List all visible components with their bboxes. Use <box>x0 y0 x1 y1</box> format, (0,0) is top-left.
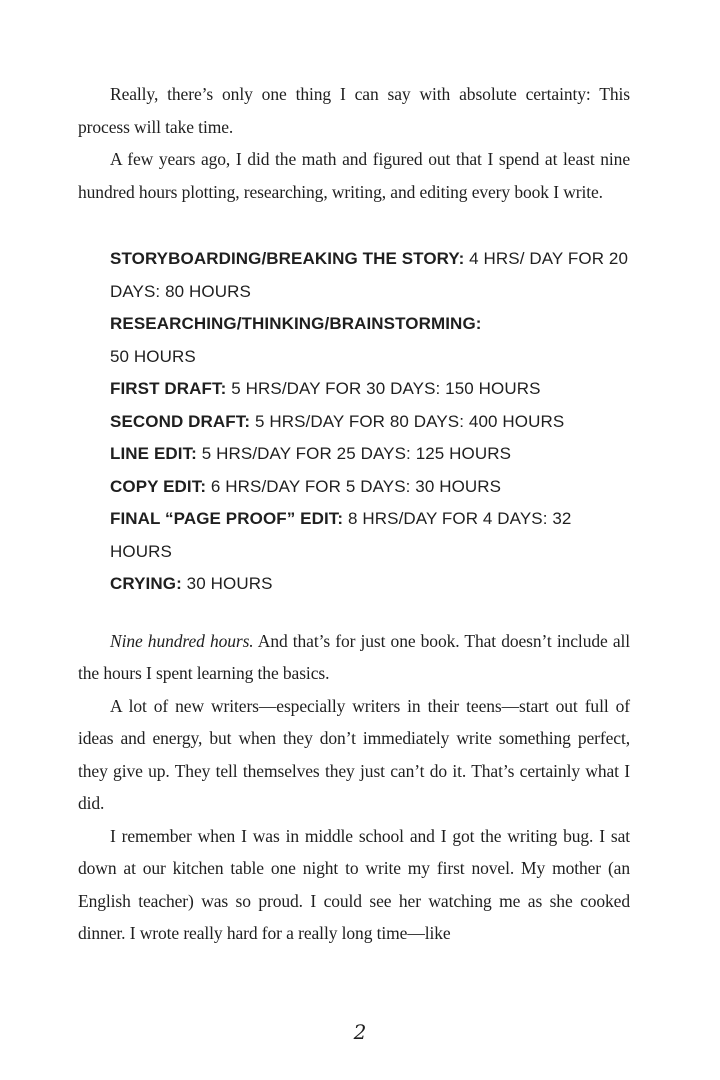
body-paragraph: I remember when I was in middle school and I got the writing bug. I sat down at our kitchen table one night to write my first novel. My mother (an English teacher) was so proud. I could see her watching me as she cooked dinner. I wrote really hard for a really long time—like <box>78 825 630 943</box>
schedule-label: FINAL “PAGE PROOF” EDIT: <box>110 509 344 528</box>
schedule-item-page-proof <box>110 503 630 568</box>
schedule-label: RESEARCHING/THINKING/BRAINSTORMING: <box>110 314 482 333</box>
schedule-value: 30 HOURS <box>181 574 273 593</box>
schedule-value: 4 HRS/ DAY FOR 20 DAYS: 80 HOURS <box>110 249 629 301</box>
body-paragraph: A lot of new writers—especially writers in their teens—start out full of ideas and energy, but when they don’t immediately write something perfect, they give up. They tell themselves they just can’t do it. That’s certainly what I did. <box>78 695 630 813</box>
schedule-item-storyboarding <box>110 243 630 308</box>
italic-phrase: Nine hundred hours. <box>110 630 254 651</box>
schedule-list <box>110 243 630 601</box>
schedule-label: CRYING: <box>110 574 182 593</box>
schedule-value: 5 HRS/DAY FOR 80 DAYS: 400 HOURS <box>250 411 565 431</box>
schedule-value: 5 HRS/DAY FOR 25 DAYS: 125 HOURS <box>196 444 512 463</box>
schedule-item-line-edit <box>110 438 630 471</box>
schedule-label: COPY EDIT: <box>110 476 207 496</box>
schedule-value: 5 HRS/DAY FOR 30 DAYS: 150 HOURS <box>226 379 541 398</box>
body-paragraph: Really, there’s only one thing I can say with absolute certainty: This process will take time. <box>78 84 630 137</box>
schedule-value: 8 HRS/DAY FOR 4 DAYS: 32 HOURS <box>110 509 572 561</box>
schedule-item-researching <box>110 308 630 373</box>
schedule-item-first-draft <box>110 373 630 406</box>
book-page <box>78 78 630 950</box>
schedule-label: STORYBOARDING/BREAKING THE STORY: <box>110 249 465 268</box>
schedule-label: LINE EDIT: <box>110 444 197 463</box>
body-paragraph <box>78 625 630 690</box>
schedule-item-copy-edit <box>110 471 630 504</box>
schedule-label: FIRST DRAFT: <box>110 379 227 398</box>
schedule-item-second-draft <box>110 406 630 439</box>
page-number: 2 <box>353 1020 367 1044</box>
schedule-value: 6 HRS/DAY FOR 5 DAYS: 30 HOURS <box>206 476 502 496</box>
schedule-value: 50 HOURS <box>110 346 196 366</box>
paragraph-text: And that’s for just one book. That doesn’t include all the hours I spent learning the basics. <box>78 630 631 683</box>
schedule-label: SECOND DRAFT: <box>110 411 251 431</box>
schedule-item-crying <box>110 568 630 601</box>
body-paragraph: A few years ago, I did the math and figured out that I spend at least nine hundred hours plotting, researching, writing, and editing every book I write. <box>78 149 630 202</box>
